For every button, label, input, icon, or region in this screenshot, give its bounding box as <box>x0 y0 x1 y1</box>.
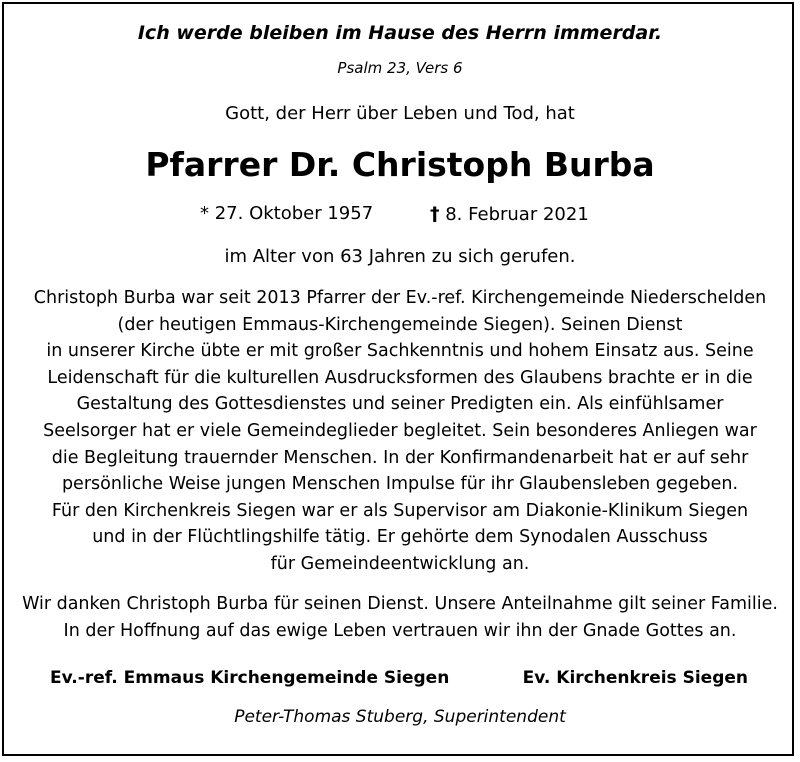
intro-line: Gott, der Herr über Leben und Tod, hat <box>225 103 575 124</box>
thanks-line: In der Hoffnung auf das ewige Leben vertrauen wir ihn der Gnade Gottes an. <box>63 620 737 641</box>
biography-line: Christoph Burba war seit 2013 Pfarrer der Ev.-ref. Kirchengemeinde Niederschelden <box>33 288 767 308</box>
biography-line: in unserer Kirche übte er mit großer Sachkenntnis und hohem Einsatz aus. Seine <box>46 341 754 362</box>
deceased-name: Pfarrer Dr. Christoph Burba <box>145 145 655 184</box>
thanks-line: Wir danken Christoph Burba für seinen Dienst. Unsere Anteilnahme gilt seiner Familie. <box>22 594 778 614</box>
biography-line: Seelsorger hat er viele Gemeindeglieder begleitet. Sein besonderes Anliegen war <box>43 420 757 441</box>
death-date-group <box>430 203 589 225</box>
biography-line: Gestaltung des Gottesdienstes und seiner Predigten ein. Als einfühlsamer <box>76 394 724 415</box>
biography-line: persönliche Weise jungen Menschen Impulse für ihr Glaubensleben gegeben. <box>61 474 739 495</box>
biography-line: und in der Flüchtlingshilfe tätig. Er gehörte dem Synodalen Ausschuss <box>92 527 708 548</box>
motto-verse: Ich werde bleiben im Hause des Herrn immerdar. <box>137 22 663 44</box>
signer-name: Peter-Thomas Stuberg, Superintendent <box>234 707 566 727</box>
cross-icon: † <box>430 203 440 225</box>
motto-source: Psalm 23, Vers 6 <box>337 59 463 77</box>
biography-line: für Gemeindeentwicklung an. <box>270 553 530 574</box>
biography-line: (der heutigen Emmaus-Kirchengemeinde Siegen). Seinen Dienst <box>117 314 683 335</box>
biography-line: die Begleitung trauernder Menschen. In der Konfirmandenarbeit hat er auf sehr <box>51 447 749 468</box>
thanks-paragraph <box>0 591 800 644</box>
signatory-left: Ev.-ref. Emmaus Kirchengemeinde Siegen <box>50 668 450 688</box>
signatory-right: Ev. Kirchenkreis Siegen <box>522 668 748 688</box>
biography-line: Für den Kirchenkreis Siegen war er als Supervisor am Diakonie-Klinikum Siegen <box>51 500 749 521</box>
biography-line: Leidenschaft für die kulturellen Ausdrucksformen des Glaubens brachte er in die <box>47 367 753 388</box>
biography <box>0 285 800 578</box>
birth-date: * 27. Oktober 1957 <box>200 203 374 224</box>
age-line: im Alter von 63 Jahren zu sich gerufen. <box>224 246 576 267</box>
death-date: 8. Februar 2021 <box>445 204 589 225</box>
